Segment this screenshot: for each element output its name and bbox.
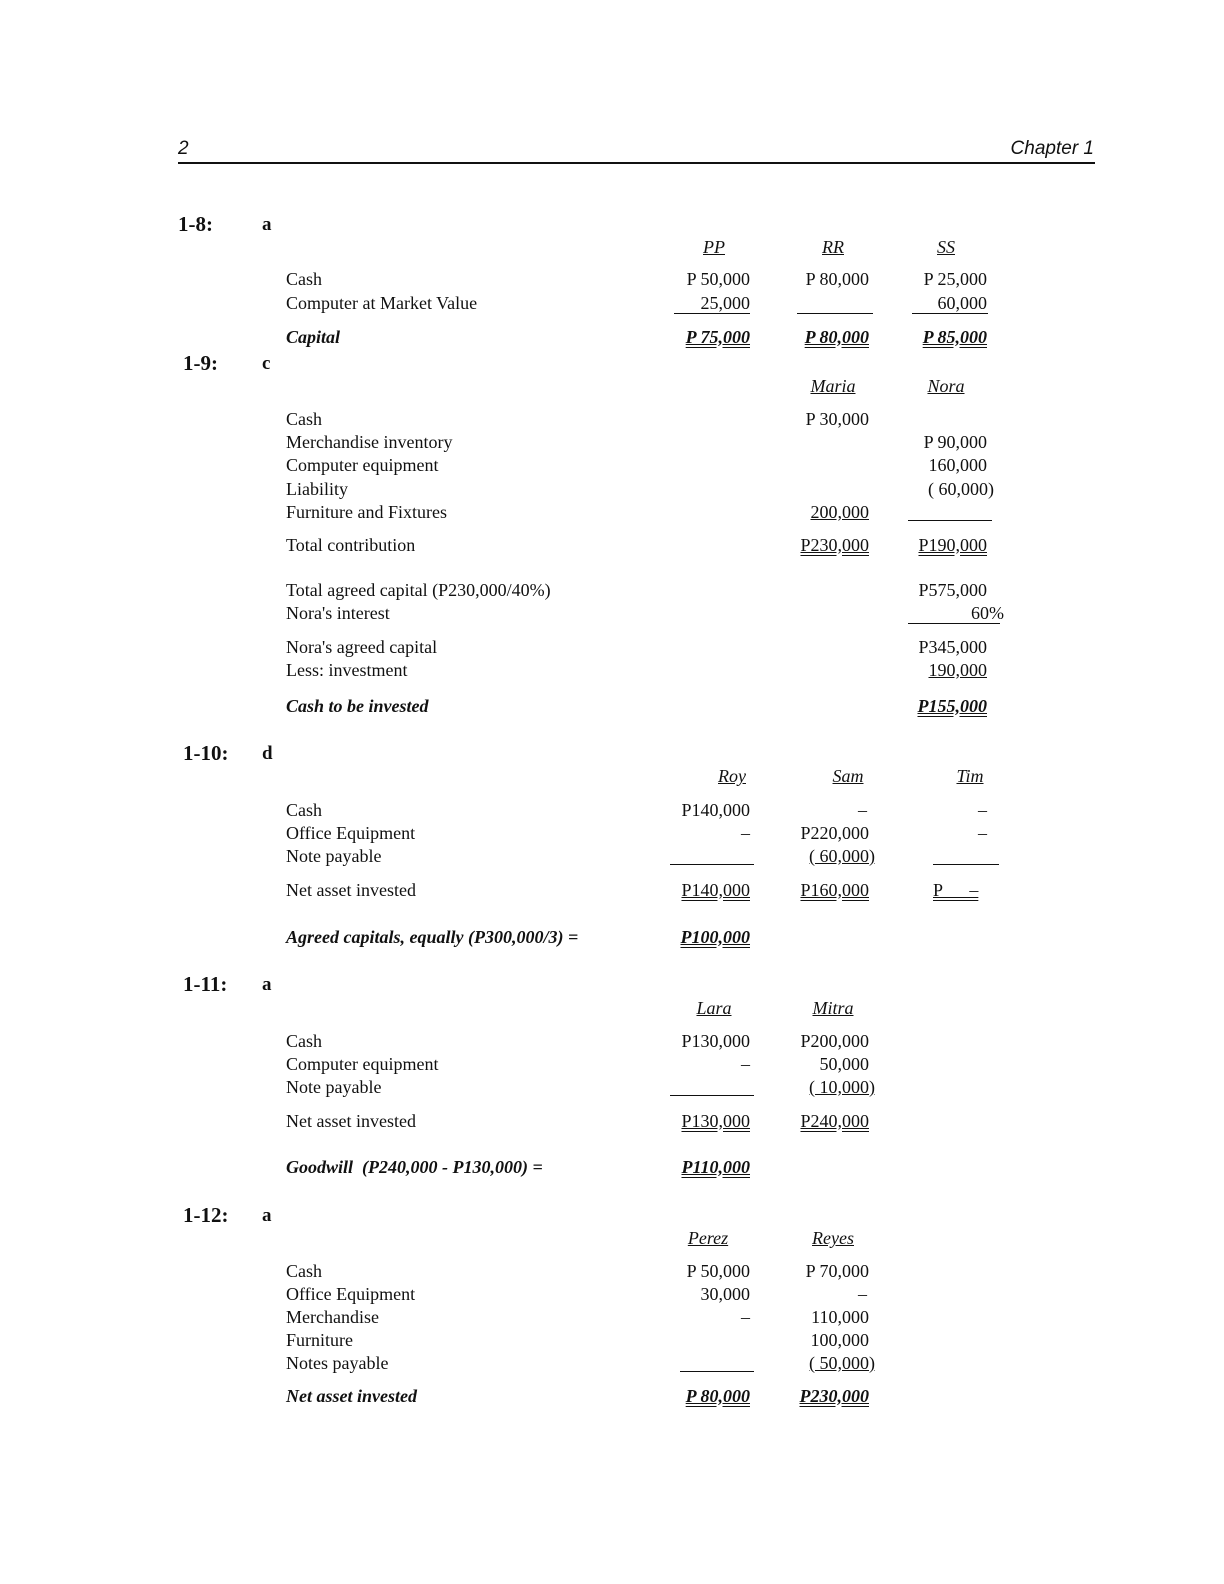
cell-value: – <box>858 800 867 820</box>
goodwill-value: P110,000 <box>681 1157 750 1177</box>
row-label: Computer equipment <box>286 1054 439 1074</box>
row-label: Furniture and Fixtures <box>286 502 447 522</box>
row-label: Liability <box>286 479 348 499</box>
column-header-reyes: Reyes <box>812 1228 854 1248</box>
row-label: Cash <box>286 1031 322 1051</box>
row-label: Computer equipment <box>286 455 439 475</box>
underline <box>670 1095 754 1096</box>
underline <box>933 864 999 865</box>
total-label: Total contribution <box>286 535 416 555</box>
nora-capital-value: P345,000 <box>918 637 987 657</box>
header-rule <box>178 162 1095 164</box>
interest-label: Nora's interest <box>286 603 390 623</box>
column-header-mitra: Mitra <box>812 998 854 1018</box>
agreed-capital-value: P575,000 <box>918 580 987 600</box>
row-label: Merchandise <box>286 1307 379 1327</box>
problem-number-1-8: 1-8: <box>178 212 213 236</box>
underline <box>680 1371 754 1372</box>
underline <box>670 864 754 865</box>
cash-invested-value: P155,000 <box>917 696 987 716</box>
column-header-sam: Sam <box>832 766 864 786</box>
column-header-tim: Tim <box>956 766 984 786</box>
answer-letter-1-8: a <box>262 214 272 235</box>
underline <box>797 313 873 314</box>
problem-number-1-12: 1-12: <box>183 1203 229 1227</box>
chapter-title: Chapter 1 <box>1010 138 1094 159</box>
row-label: Notes payable <box>286 1353 389 1373</box>
agreed-capitals-label: Agreed capitals, equally (P300,000/3) = <box>286 927 579 947</box>
agreed-capitals-value: P100,000 <box>680 927 750 947</box>
cell-value: P 25,000 <box>923 269 987 289</box>
cell-value: P 90,000 <box>923 432 987 452</box>
row-label: Cash <box>286 800 322 820</box>
column-header-perez: Perez <box>687 1228 729 1248</box>
underline <box>908 520 992 521</box>
total-label: Net asset invested <box>286 1386 417 1406</box>
row-label: Office Equipment <box>286 823 416 843</box>
total-value: P240,000 <box>800 1111 869 1131</box>
cash-invested-label: Cash to be invested <box>286 696 429 716</box>
total-label: Capital <box>286 327 341 347</box>
cell-value: P200,000 <box>800 1031 869 1051</box>
total-value: P – <box>933 880 979 900</box>
cell-value: 60,000 <box>937 293 987 313</box>
cell-value: 100,000 <box>810 1330 869 1350</box>
column-header-ss: SS <box>937 237 955 257</box>
column-header-roy: Roy <box>718 766 746 786</box>
row-label: Note payable <box>286 846 382 866</box>
problem-number-1-10: 1-10: <box>183 741 229 765</box>
column-header-lara: Lara <box>696 998 732 1018</box>
total-label: Net asset invested <box>286 880 416 900</box>
cell-value: P130,000 <box>681 1031 750 1051</box>
cell-value: ( 50,000) <box>809 1353 875 1373</box>
cell-value: P 50,000 <box>686 1261 750 1281</box>
agreed-capital-label: Total agreed capital (P230,000/40%) <box>286 580 551 600</box>
less-investment-label: Less: investment <box>286 660 408 680</box>
total-value: P140,000 <box>681 880 750 900</box>
answer-letter-1-10: d <box>262 743 273 764</box>
total-value: P130,000 <box>681 1111 750 1131</box>
row-label: Computer at Market Value <box>286 293 478 313</box>
interest-value: 60% <box>971 603 1004 623</box>
cell-value: P 30,000 <box>805 409 869 429</box>
goodwill-label: Goodwill (P240,000 - P130,000) = <box>286 1157 543 1177</box>
cell-value: 25,000 <box>700 293 750 313</box>
cell-value: P140,000 <box>681 800 750 820</box>
cell-value: – <box>858 1284 867 1304</box>
total-value: P 85,000 <box>922 327 987 347</box>
less-investment-value: 190,000 <box>928 660 987 680</box>
nora-capital-label: Nora's agreed capital <box>286 637 438 657</box>
total-value: P230,000 <box>800 535 869 555</box>
total-value: P 80,000 <box>685 1386 750 1406</box>
cell-value: – <box>978 800 987 820</box>
total-value: P160,000 <box>800 880 869 900</box>
total-value: P230,000 <box>799 1386 869 1406</box>
cell-value: P 80,000 <box>805 269 869 289</box>
row-label: Note payable <box>286 1077 382 1097</box>
column-header-rr: RR <box>822 237 844 257</box>
cell-value: P 70,000 <box>805 1261 869 1281</box>
answer-letter-1-12: a <box>262 1205 272 1226</box>
cell-value: 160,000 <box>928 455 987 475</box>
total-value: P190,000 <box>918 535 987 555</box>
cell-value: – <box>741 1054 750 1074</box>
total-label: Net asset invested <box>286 1111 416 1131</box>
cell-value: 30,000 <box>700 1284 750 1304</box>
total-value: P 80,000 <box>804 327 869 347</box>
column-header-nora: Nora <box>927 376 965 396</box>
cell-value: P 50,000 <box>686 269 750 289</box>
page-number: 2 <box>178 138 189 159</box>
column-header-pp: PP <box>703 237 725 257</box>
cell-value: ( 10,000) <box>809 1077 875 1097</box>
row-label: Office Equipment <box>286 1284 416 1304</box>
cell-value: – <box>978 823 987 843</box>
cell-value: – <box>741 1307 750 1327</box>
row-label: Furniture <box>286 1330 353 1350</box>
row-label: Cash <box>286 409 322 429</box>
cell-value: 200,000 <box>810 502 869 522</box>
cell-value: P220,000 <box>800 823 869 843</box>
row-label: Cash <box>286 269 322 289</box>
cell-value: 50,000 <box>819 1054 869 1074</box>
cell-value: – <box>741 823 750 843</box>
cell-value: ( 60,000) <box>928 479 994 499</box>
cell-value: 110,000 <box>811 1307 869 1327</box>
problem-number-1-9: 1-9: <box>183 351 218 375</box>
problem-number-1-11: 1-11: <box>183 972 228 996</box>
column-header-maria: Maria <box>810 376 856 396</box>
cell-value: ( 60,000) <box>809 846 875 866</box>
total-value: P 75,000 <box>685 327 750 347</box>
row-label: Cash <box>286 1261 322 1281</box>
answer-letter-1-11: a <box>262 974 272 995</box>
row-label: Merchandise inventory <box>286 432 453 452</box>
answer-letter-1-9: c <box>262 353 271 374</box>
